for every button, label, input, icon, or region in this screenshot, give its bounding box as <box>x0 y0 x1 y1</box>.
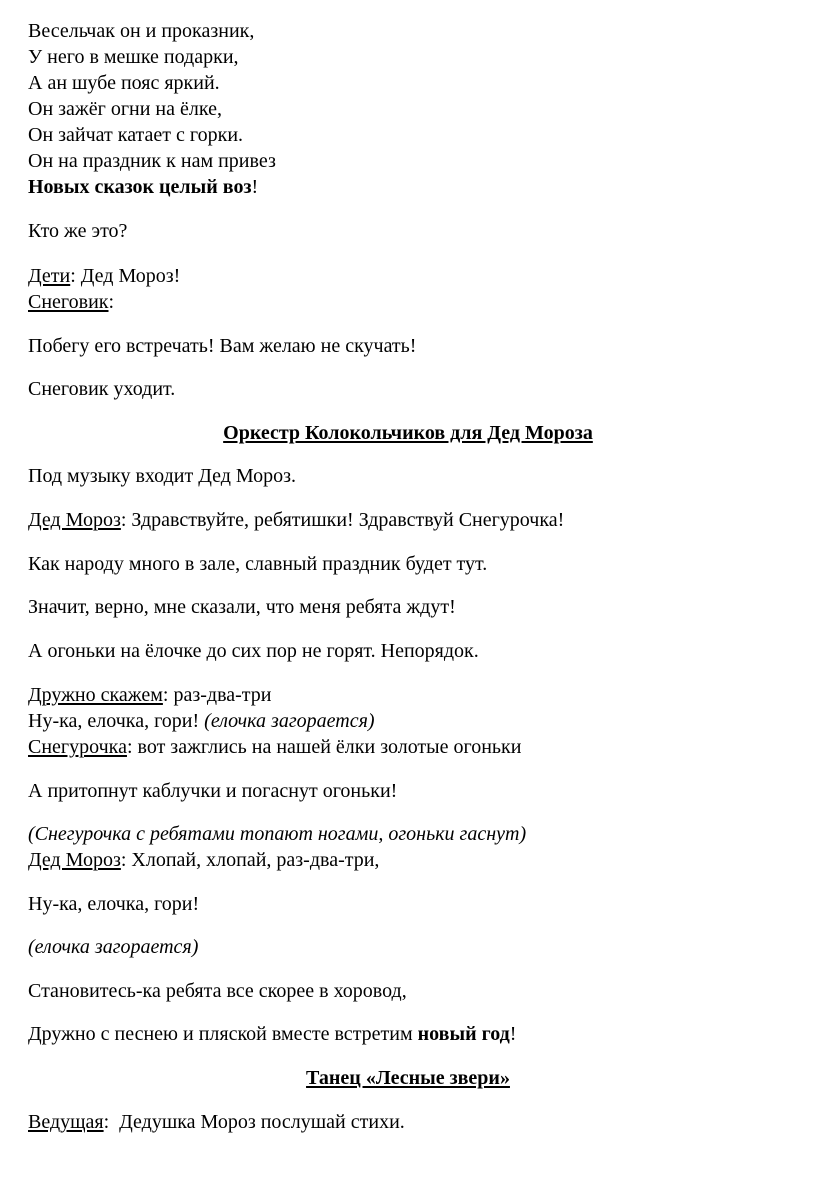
ded-line-1 <box>28 507 564 533</box>
told-line: Значит, верно, мне сказали, что меня ребята ждут! <box>28 596 456 618</box>
song-start: Дружно с песнею и пляской вместе встретим <box>28 1023 418 1045</box>
tree-call: Ну-ка, елочка, гори! <box>28 710 205 732</box>
snowman-line: Побегу его встречать! Вам желаю не скучать! <box>28 335 417 357</box>
song-line <box>28 1021 516 1047</box>
stomp-stage: (Снегурочка с ребятами топают ногами, огоньки гаснут) <box>28 823 527 845</box>
children-line <box>28 263 180 289</box>
stomp-line: А притопнут каблучки и погаснут огоньки! <box>28 780 398 802</box>
snowman-exit: Снеговик уходит. <box>28 378 176 400</box>
poem-line-1: Весельчак он и проказник, <box>28 20 255 42</box>
children-text: : Дед Мороз! <box>70 265 181 287</box>
host-line <box>28 1109 405 1135</box>
poem-line-5: Он зайчат катает с горки. <box>28 124 244 146</box>
together-label: Дружно скажем <box>28 684 163 706</box>
lights-line: А огоньки на ёлочке до сих пор не горят. Непорядок. <box>28 640 479 662</box>
ded-speaker-2: Дед Мороз <box>28 849 121 871</box>
snowman-colon: : <box>108 291 115 313</box>
together-text: : раз-два-три <box>162 684 272 706</box>
poem-line-3: А ан шубе пояс яркий. <box>28 72 220 94</box>
heading-dance: Танец «Лесные звери» <box>306 1067 510 1089</box>
many-line: Как народу много в зале, славный праздник будет тут. <box>28 553 488 575</box>
host-speaker: Ведущая <box>28 1111 104 1133</box>
poem-line-4: Он зажёг огни на ёлке, <box>28 98 222 120</box>
snegurochka-text: : вот зажглись на нашей ёлки золотые огоньки <box>126 736 522 758</box>
tree-call-2: Ну-ка, елочка, гори! <box>28 893 200 915</box>
ded-text-2: : Хлопай, хлопай, раз-два-три, <box>120 849 380 871</box>
snowman-speaker-line <box>28 289 114 315</box>
tree-call-line <box>28 708 375 734</box>
enter-line: Под музыку входит Дед Мороз. <box>28 465 297 487</box>
poem-last-tail: ! <box>251 176 259 198</box>
snowman-speaker: Снеговик <box>28 291 109 313</box>
tree-lights-stage: (елочка загорается) <box>204 710 375 732</box>
poem-line-6: Он на праздник к нам привез <box>28 150 276 172</box>
song-bold: новый год <box>417 1023 510 1045</box>
ded-line-2 <box>28 847 379 873</box>
question-line: Кто же это? <box>28 220 128 242</box>
children-speaker: Дети <box>28 265 71 287</box>
poem-line-2: У него в мешке подарки, <box>28 46 239 68</box>
snegurochka-speaker: Снегурочка <box>28 736 127 758</box>
ded-speaker: Дед Мороз <box>28 509 121 531</box>
snegurochka-line <box>28 734 521 760</box>
song-end: ! <box>509 1023 517 1045</box>
circle-line: Становитесь-ка ребята все скорее в хоровод, <box>28 980 407 1002</box>
poem-last-bold: Новых сказок целый воз <box>28 176 252 198</box>
ded-text-1: : Здравствуйте, ребятишки! Здравствуй Снегурочка! <box>120 509 565 531</box>
heading-orchestra: Оркестр Колокольчиков для Дед Мороза <box>223 422 593 444</box>
host-text: : Дедушка Мороз послушай стихи. <box>103 1111 405 1133</box>
tree-lights-stage-2: (елочка загорается) <box>28 936 199 958</box>
poem-line-7 <box>28 174 258 200</box>
together-line <box>28 682 271 708</box>
